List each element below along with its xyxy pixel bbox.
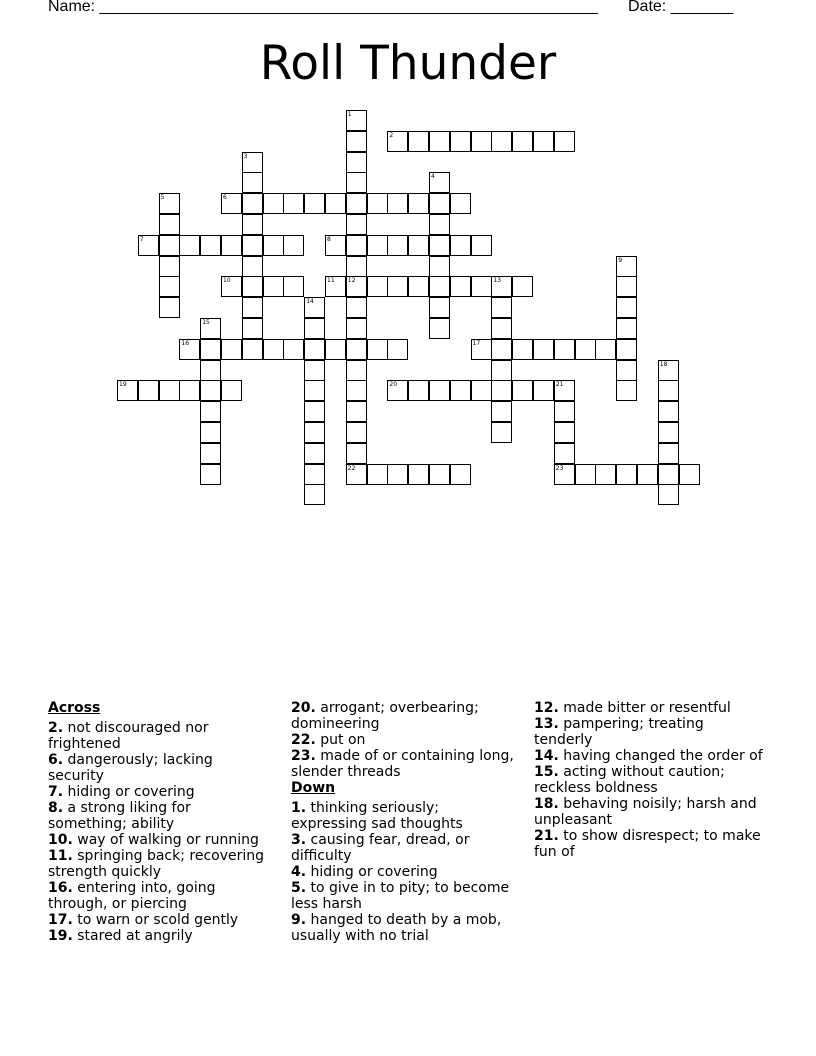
grid-cell [221,339,242,360]
grid-cell [554,443,575,464]
grid-cell [242,339,263,360]
grid-cell [491,401,512,422]
clue-number-15: 15 [202,319,210,326]
across-clue [48,912,273,928]
grid-cell [450,380,471,401]
grid-cell [658,401,679,422]
grid-cell [387,235,408,256]
grid-cell [429,380,450,401]
clue-number: 1. [291,800,307,816]
grid-cell [304,464,325,485]
clue-number-23: 23 [555,464,564,472]
grid-cell [179,235,200,256]
grid-cell [408,464,429,485]
clue-number-10: 10 [223,277,231,285]
clue-number: 13. [534,716,559,732]
clue-number-13: 13 [493,277,502,285]
clue-number: 2. [48,720,64,736]
grid-cell [616,318,637,339]
clue-text: entering into, going through, or piercing [48,880,216,912]
clue-number-1: 1 [347,111,352,118]
grid-cell [346,235,367,256]
grid-cell [575,339,596,360]
down-clue-list [291,800,516,944]
grid-cell [491,339,512,360]
clue-number: 6. [48,752,64,768]
grid-cell [200,401,221,422]
grid-cell [658,422,679,443]
grid-cell [616,297,637,318]
clue-text: put on [315,732,366,748]
grid-cell [367,276,388,297]
clue-number-2: 2 [389,131,394,139]
clue-number-4: 4 [431,173,435,181]
grid-cell [512,339,533,360]
grid-cell [304,443,325,464]
grid-cell [575,464,596,485]
clue-number: 17. [48,912,73,928]
grid-cell [325,339,346,360]
clue-text: causing fear, dread, or difficulty [291,832,470,864]
grid-cell [242,193,263,214]
clue-text: a strong liking for something; ability [48,800,191,832]
grid-cell [408,131,429,152]
grid-cell [595,339,616,360]
clues-column-1 [48,700,273,944]
grid-cell [138,380,159,401]
grid-cell [221,380,242,401]
across-clue [291,732,516,748]
clue-number-19: 19 [119,381,127,389]
grid-cell [242,318,263,339]
grid-cell [450,276,471,297]
clue-number-14: 14 [306,298,314,306]
page-title: Roll Thunder [259,36,557,91]
clue-text: hiding or covering [306,864,438,880]
grid-cell [616,339,637,360]
grid-cell [471,235,492,256]
grid-cell [304,318,325,339]
grid-cell [658,380,679,401]
grid-cell [304,401,325,422]
grid-cell [283,235,304,256]
grid-cell [159,380,180,401]
clue-text: not discouraged nor frightened [48,720,209,752]
grid-cell [367,235,388,256]
clue-text: dangerously; lacking security [48,752,213,784]
down-heading: Down [291,780,336,796]
grid-cell [491,422,512,443]
grid-cell [408,193,429,214]
across-clue [48,928,273,944]
grid-cell [387,339,408,360]
down-clue [291,864,516,880]
grid-cell [200,443,221,464]
grid-cell [429,214,450,235]
grid-cell [429,256,450,277]
clue-number-17: 17 [472,339,481,347]
grid-cell [346,131,367,152]
grid-cell [200,422,221,443]
grid-cell [450,464,471,485]
grid-cell [346,256,367,277]
across-clue [48,784,273,800]
down-clue-list-continued [534,700,766,860]
grid-cell [491,131,512,152]
grid-cell [346,380,367,401]
grid-cell [242,256,263,277]
clue-number-22: 22 [347,464,356,472]
clue-number: 9. [291,912,307,928]
grid-cell [616,464,637,485]
grid-cell [200,464,221,485]
clue-number: 8. [48,800,64,816]
clue-text: pampering; treating tenderly [534,716,704,748]
grid-cell [325,193,346,214]
grid-cell [387,193,408,214]
grid-cell [658,464,679,485]
grid-cell [450,131,471,152]
grid-cell [242,235,263,256]
across-clue [48,848,273,880]
clue-number-16: 16 [181,339,190,347]
grid-cell [159,235,180,256]
grid-cell [159,276,180,297]
grid-cell [429,131,450,152]
grid-cell [450,235,471,256]
down-clue [534,828,766,860]
grid-cell [221,235,242,256]
grid-cell [242,276,263,297]
across-clue-list [48,720,273,944]
clues-column-2 [291,700,516,944]
grid-cell [471,131,492,152]
grid-cell [263,193,284,214]
grid-cell [242,297,263,318]
clue-number: 14. [534,748,559,764]
clue-number-12: 12 [347,277,356,285]
grid-cell [512,380,533,401]
grid-cell [304,339,325,360]
clue-number: 19. [48,928,73,944]
grid-cell [346,443,367,464]
down-clue [534,700,766,716]
grid-cell [283,339,304,360]
grid-cell [491,360,512,381]
grid-cell [491,318,512,339]
clue-text: thinking seriously; expressing sad thoughts [291,800,463,832]
grid-cell [346,360,367,381]
across-heading: Across [48,700,101,716]
across-clue [48,720,273,752]
grid-cell [533,380,554,401]
down-clue [291,880,516,912]
grid-cell [346,422,367,443]
grid-cell [346,318,367,339]
clue-text: hiding or covering [63,784,195,800]
grid-cell [471,380,492,401]
clue-text: way of walking or running [72,832,259,848]
clue-number-3: 3 [243,152,248,160]
grid-cell [408,235,429,256]
grid-cell [429,276,450,297]
grid-cell [200,360,221,381]
down-clue [291,832,516,864]
clue-text: made of or containing long, slender threads [291,748,514,780]
clue-number: 23. [291,748,316,764]
grid-cell [367,193,388,214]
clue-number: 7. [48,784,64,800]
clue-number: 15. [534,764,559,780]
grid-cell [450,193,471,214]
grid-cell [242,214,263,235]
down-clue [534,796,766,828]
down-clue [291,800,516,832]
grid-cell [159,256,180,277]
clue-number-8: 8 [327,235,331,243]
grid-cell [242,172,263,193]
clue-number-18: 18 [659,360,668,368]
grid-cell [304,422,325,443]
grid-cell [283,193,304,214]
grid-cell [346,214,367,235]
across-clue [48,832,273,848]
clue-number: 20. [291,700,316,716]
grid-cell [554,422,575,443]
clue-number: 18. [534,796,559,812]
grid-cell [200,235,221,256]
grid-cell [554,401,575,422]
clue-text: acting without caution; reckless boldness [534,764,725,796]
grid-cell [346,297,367,318]
clue-text: to show disrespect; to make fun of [534,828,761,860]
grid-cell [616,360,637,381]
clue-number: 10. [48,832,73,848]
grid-cell [429,464,450,485]
clue-number-21: 21 [555,381,564,389]
clue-number: 5. [291,880,307,896]
clue-number-11: 11 [327,277,335,285]
grid-cell [512,131,533,152]
across-clue-list-continued [291,700,516,780]
across-clue [291,700,516,732]
clue-text: springing back; recovering strength quickly [48,848,265,880]
grid-cell [408,276,429,297]
clue-number-7: 7 [139,235,144,243]
down-clue [534,764,766,796]
grid-cell [554,339,575,360]
down-clue [291,912,516,944]
clue-number: 16. [48,880,73,896]
clue-number: 21. [534,828,559,844]
clue-text: hanged to death by a mob, usually with no trial [291,912,502,944]
across-clue [48,880,273,912]
grid-cell [429,193,450,214]
clue-number-6: 6 [223,194,227,202]
grid-cell [471,276,492,297]
grid-cell [429,318,450,339]
date-field-label: Date: _______ [628,0,733,15]
grid-cell [304,193,325,214]
across-clue [48,752,273,784]
clue-text: behaving noisily; harsh and unpleasant [534,796,757,828]
clue-text: stared at angrily [72,928,193,944]
grid-cell [637,464,658,485]
across-clue [48,800,273,832]
down-clue [534,716,766,748]
grid-cell [658,484,679,505]
grid-cell [304,360,325,381]
clue-text: to warn or scold gently [72,912,239,928]
grid-cell [346,172,367,193]
grid-cell [491,297,512,318]
name-field-label: Name: ________________________________________________________ [48,0,598,15]
clue-number: 12. [534,700,559,716]
grid-cell [387,464,408,485]
grid-cell [304,484,325,505]
grid-cell [367,464,388,485]
crossword-grid [0,0,816,520]
grid-cell [159,214,180,235]
grid-cell [179,380,200,401]
grid-cell [346,401,367,422]
clues-column-3 [534,700,766,860]
grid-cell [429,297,450,318]
grid-cell [554,131,575,152]
grid-cell [200,380,221,401]
clue-number: 11. [48,848,73,864]
grid-cell [491,380,512,401]
grid-cell [429,235,450,256]
grid-cell [283,276,304,297]
clue-text: made bitter or resentful [558,700,731,716]
grid-cell [346,193,367,214]
grid-cell [533,131,554,152]
grid-cell [658,443,679,464]
grid-cell [512,276,533,297]
clue-number: 3. [291,832,307,848]
grid-cell [533,339,554,360]
clue-number: 4. [291,864,307,880]
grid-cell [616,380,637,401]
grid-cell [408,380,429,401]
grid-cell [595,464,616,485]
grid-cell [616,276,637,297]
grid-cell [263,235,284,256]
grid-cell [159,297,180,318]
clue-number-20: 20 [389,381,398,389]
grid-cell [200,339,221,360]
grid-cell [367,339,388,360]
grid-cell [346,339,367,360]
grid-cell [679,464,700,485]
clue-text: arrogant; overbearing; domineering [291,700,479,732]
grid-cell [263,339,284,360]
clue-text: having changed the order of [558,748,763,764]
down-clue [534,748,766,764]
clue-text: to give in to pity; to become less harsh [291,880,510,912]
across-clue [291,748,516,780]
grid-cell [304,380,325,401]
clue-number: 22. [291,732,316,748]
grid-cell [263,276,284,297]
clue-number-5: 5 [160,194,165,202]
clue-number-9: 9 [618,256,623,264]
grid-cell [387,276,408,297]
grid-cell [346,152,367,173]
